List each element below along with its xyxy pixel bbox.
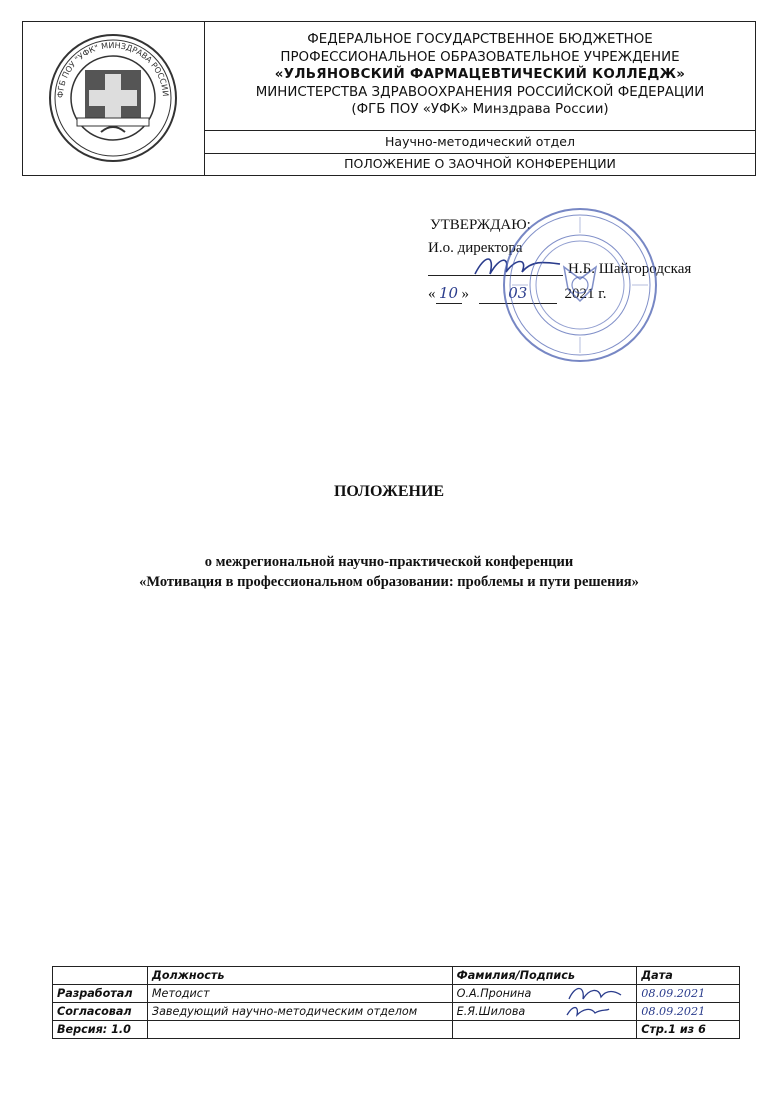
table-cell-date: 08.09.2021 [637, 1003, 740, 1021]
quote-open: « [428, 286, 436, 302]
table-cell-name: О.А.Пронина [456, 987, 532, 1000]
approval-heading: УТВЕРЖДАЮ: [430, 217, 531, 233]
version-cell: Версия: 1.0 [53, 1021, 148, 1039]
table-header-cell: Должность [147, 967, 452, 985]
approval-year: 2021 г. [564, 286, 607, 302]
header-line-5: (ФГБ ПОУ «УФК» Минздрава России) [351, 102, 609, 117]
document-type: ПОЛОЖЕНИЕ О ЗАОЧНОЙ КОНФЕРЕНЦИИ [344, 156, 616, 171]
approval-name: Н.Б. Шайгородская [568, 261, 692, 277]
table-cell [452, 985, 637, 1003]
table-header-row [53, 967, 740, 985]
table-row [53, 1003, 740, 1021]
table-row [53, 1021, 740, 1039]
college-logo-cell [23, 22, 205, 175]
approval-position: И.о. директора [428, 240, 523, 256]
quote-close: » [461, 286, 469, 302]
svg-text:ФГБ ПОУ "УФК" МИНЗДРАВА РОССИИ: ФГБ ПОУ "УФК" МИНЗДРАВА РОССИИ [55, 40, 171, 99]
table-cell: Разработал [53, 985, 148, 1003]
college-seal-logo [23, 22, 204, 175]
approval-month: 03 [479, 283, 557, 304]
table-row [53, 985, 740, 1003]
document-header [22, 21, 756, 176]
signature-shilova [563, 1001, 613, 1021]
header-college-name: «УЛЬЯНОВСКИЙ ФАРМАЦЕВТИЧЕСКИЙ КОЛЛЕДЖ» [274, 67, 686, 82]
table-cell: Согласовал [53, 1003, 148, 1021]
table-cell: Методист [147, 985, 452, 1003]
table-cell [452, 1021, 637, 1039]
approval-day: 10 [436, 283, 462, 304]
document-subtitle-2: «Мотивация в профессиональном образовании: проблемы и пути решения» [139, 574, 639, 590]
header-line-4: МИНИСТЕРСТВА ЗДРАВООХРАНЕНИЯ РОССИЙСКОЙ ФЕДЕРАЦИИ [255, 84, 705, 100]
table-header-cell: Фамилия/Подпись [452, 967, 637, 985]
page-number-cell: Стр.1 из 6 [637, 1021, 740, 1039]
table-cell [147, 1021, 452, 1039]
approval-sheet-table [52, 966, 740, 1039]
department-name: Научно-методический отдел [205, 131, 755, 154]
table-header-cell [53, 967, 148, 985]
table-cell-name: Е.Я.Шилова [456, 1005, 526, 1018]
official-stamp [500, 205, 660, 365]
table-cell [452, 1003, 637, 1021]
document-subtitle-1: о межрегиональной научно-практической конференции [204, 554, 574, 570]
header-line-1: ФЕДЕРАЛЬНОЕ ГОСУДАРСТВЕННОЕ БЮДЖЕТНОЕ [307, 32, 653, 47]
header-line-2: ПРОФЕССИОНАЛЬНОЕ ОБРАЗОВАТЕЛЬНОЕ УЧРЕЖДЕНИЕ [280, 49, 680, 65]
institution-name [205, 22, 755, 131]
table-header-cell: Дата [637, 967, 740, 985]
document-title: ПОЛОЖЕНИЕ [333, 483, 445, 500]
table-cell: Заведующий научно-методическим отделом [147, 1003, 452, 1021]
table-cell-date: 08.09.2021 [637, 985, 740, 1003]
